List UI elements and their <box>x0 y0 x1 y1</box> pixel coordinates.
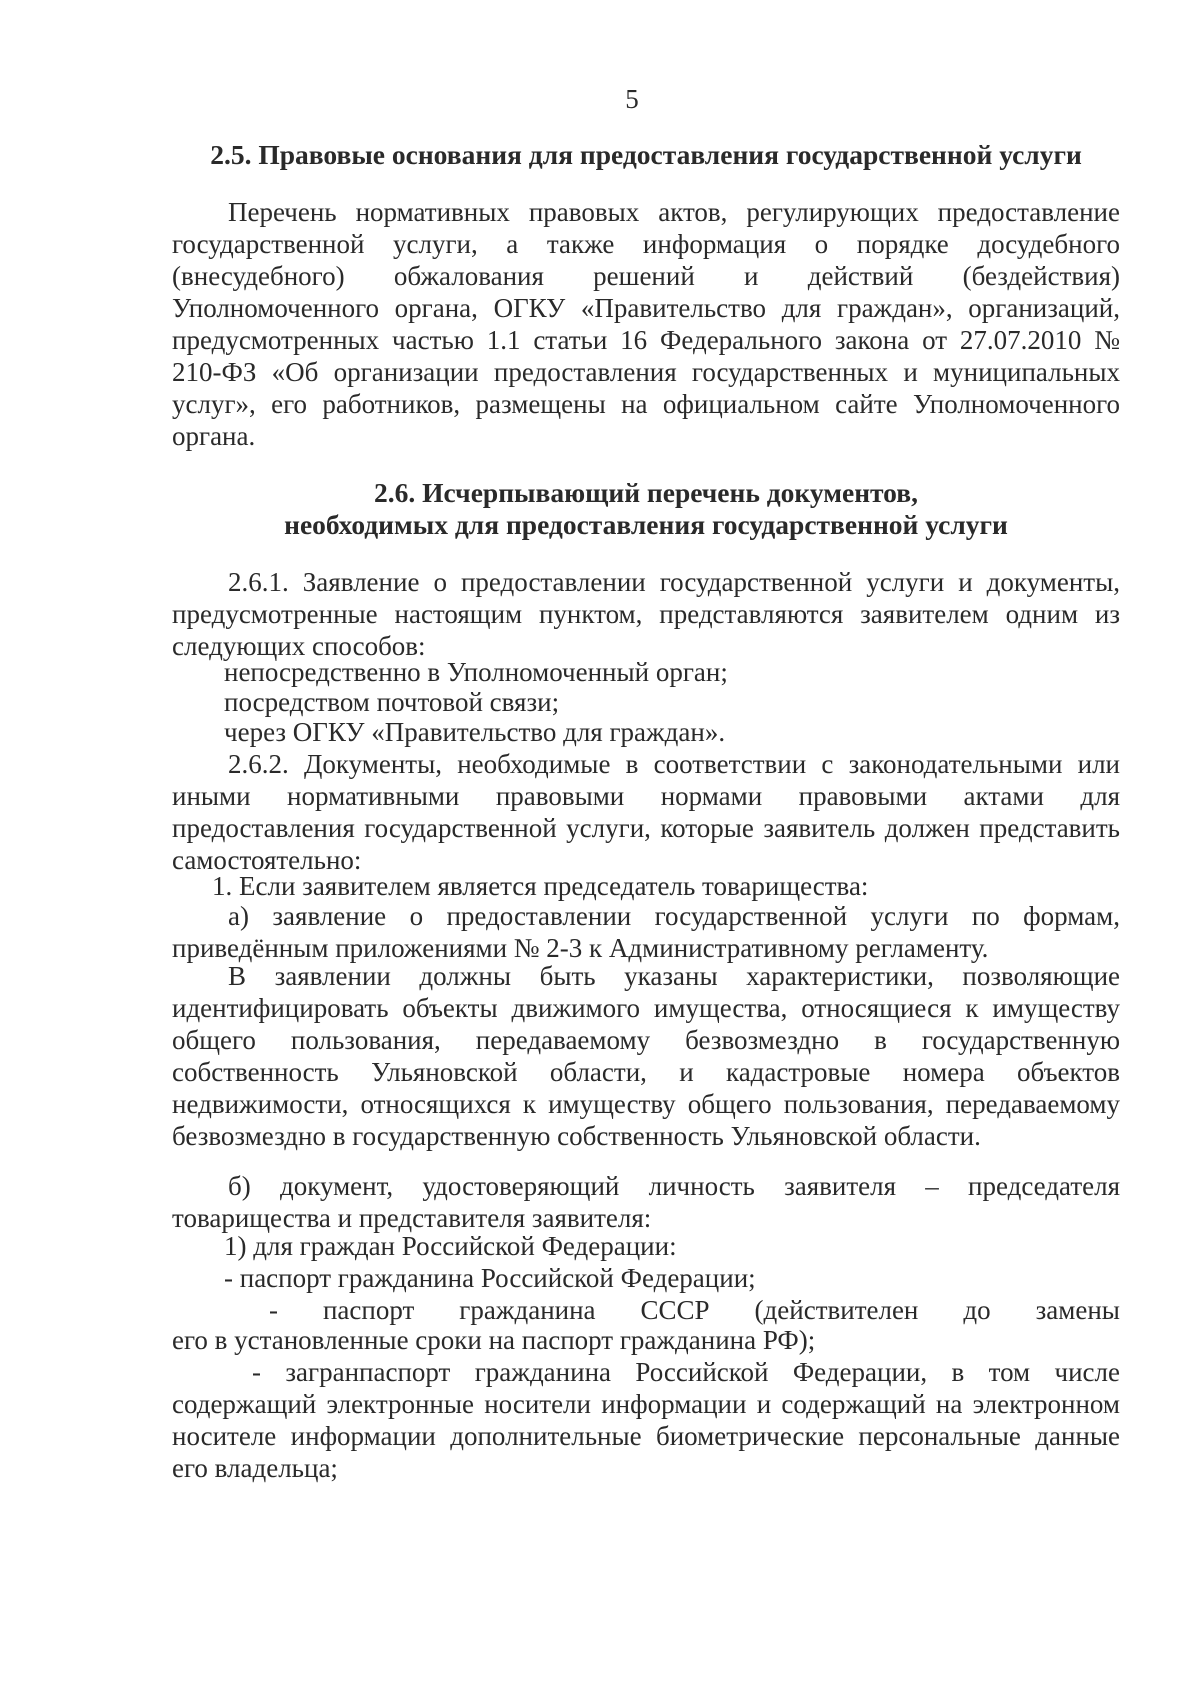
list-item-1: 1. Если заявителем является председатель товарищества: <box>212 871 869 901</box>
page-number: 5 <box>625 84 639 114</box>
list-item-a-detail: В заявлении должны быть указаны характеристики, позволяющие идентифицировать объекты движимого имущества, относящиеся к имуществу общего пользования, передаваемому безвозмездно в государственную собственность Ульяновской области, и кадастровые номера объектов недвижимости, относящихся к имуществу общего пользования, передаваемому безвозмездно в государственную собственность Ульяновской области. <box>172 961 1120 1151</box>
word: СССР <box>640 1295 710 1325</box>
word: (действителен <box>754 1295 919 1325</box>
paragraph-2-6-2: 2.6.2. Документы, необходимые в соответствии с законодательными или иными нормативными правовыми нормами правовыми актами для предоставления государственной услуги, которые заявитель должен представить самостоятельно: <box>172 749 1120 875</box>
list-item-a: а) заявление о предоставлении государственной услуги по формам, приведённым приложениями № 2-3 к Административному регламенту. <box>172 901 1120 963</box>
section-2-6-heading-line2: необходимых для предоставления государственной услуги <box>284 509 1008 540</box>
word: паспорт <box>322 1295 415 1325</box>
method-item-1: непосредственно в Уполномоченный орган; <box>224 657 728 687</box>
doc-foreign-passport: - загранпаспорт гражданина Российской Федерации, в том числе содержащий электронные носители информации и содержащий на электронном носителе информации дополнительные биометрические персональные данные его владельца; <box>172 1357 1120 1483</box>
section-2-5-paragraph: Перечень нормативных правовых актов, регулирующих предоставление государственной услуги, а также информация о порядке досудебного (внесудебного) обжалования решений и действий (бездействия) Уполномоченного органа, ОГКУ «Правительство для граждан», организаций, предусмотренных частью 1.1 статьи 16 Федерального закона от 27.07.2010 № 210-ФЗ «Об организации предоставления государственных и муниципальных услуг», его работников, размещены на официальном сайте Уполномоченного органа. <box>172 197 1120 451</box>
word: замены <box>1035 1295 1120 1325</box>
method-item-3: через ОГКУ «Правительство для граждан». <box>224 717 726 747</box>
doc-passport-rf: - паспорт гражданина Российской Федерации; <box>224 1263 756 1293</box>
word: - <box>268 1295 278 1325</box>
section-2-6-heading-line1: 2.6. Исчерпывающий перечень документов, <box>374 477 918 508</box>
paragraph-2-6-1: 2.6.1. Заявление о предоставлении государственной услуги и документы, предусмотренные настоящим пунктом, представляются заявителем одним из следующих способов: <box>172 567 1120 661</box>
doc-passport-ussr-line2: его в установленные сроки на паспорт гражданина РФ); <box>172 1325 816 1355</box>
section-2-5-heading: 2.5. Правовые основания для предоставления государственной услуги <box>210 139 1082 170</box>
sub-item-1: 1) для граждан Российской Федерации: <box>224 1231 677 1261</box>
word: до <box>963 1295 991 1325</box>
method-item-2: посредством почтовой связи; <box>224 687 560 717</box>
word: гражданина <box>459 1295 596 1325</box>
list-item-b: б) документ, удостоверяющий личность заявителя – председателя товарищества и представителя заявителя: <box>172 1171 1120 1233</box>
doc-passport-ussr-line1 <box>172 1294 1120 1326</box>
